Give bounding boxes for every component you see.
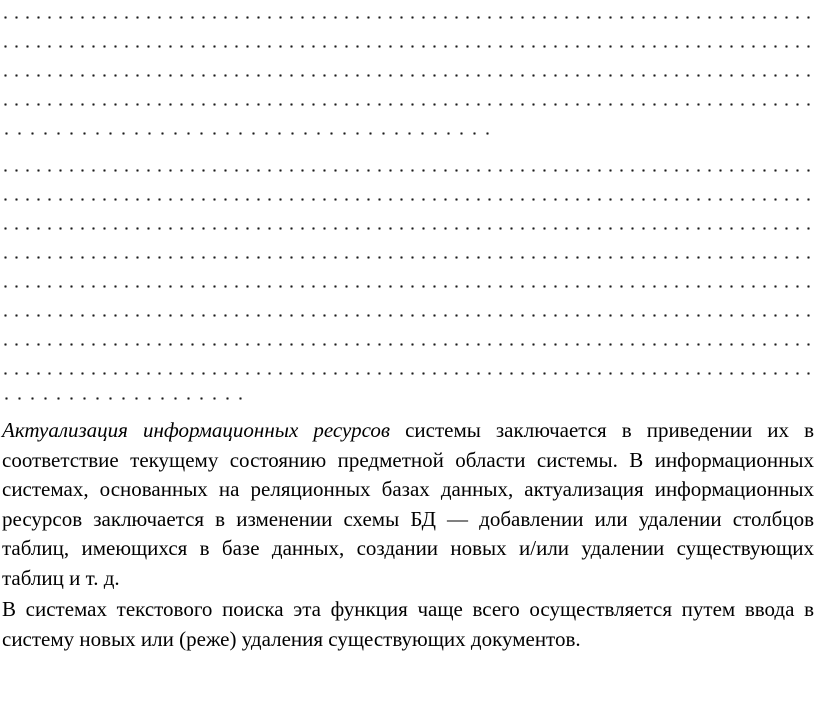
paragraph-actualization [2,416,814,593]
faded-text-line [0,198,812,201]
faded-text-line [0,74,812,77]
faded-text-line [0,103,812,106]
paragraph-text: системы заключается в приведении их в соответствие текущему состоянию предметной области системы. В информационных системах, основанных на реляционных базах данных, актуализация информационных ресурсов заключается в изменении схемы БД — добавлении или удалении столбцов таблиц, имеющихся в базе данных, создании новых и/или удалении существующих таблиц и т. д. [2,418,814,590]
faded-text-line [0,16,812,19]
faded-text-line [0,397,250,400]
faded-text-line [0,256,812,259]
italic-term: Актуализация информационных ресурсов [2,418,391,442]
faded-text-line [0,285,812,288]
faded-text-line [0,372,812,375]
faded-text-line [0,314,812,317]
faded-text-line [0,132,495,135]
faded-text-line [0,227,812,230]
paragraph-text: В системах текстового поиска эта функция чаще всего осуществляется путем ввода в систему новых или (реже) удаления существующих документов. [2,597,814,651]
faded-text-line [0,45,812,48]
faded-text-line [0,169,812,172]
paragraph-text-search [2,595,814,654]
faded-text-line [0,343,812,346]
